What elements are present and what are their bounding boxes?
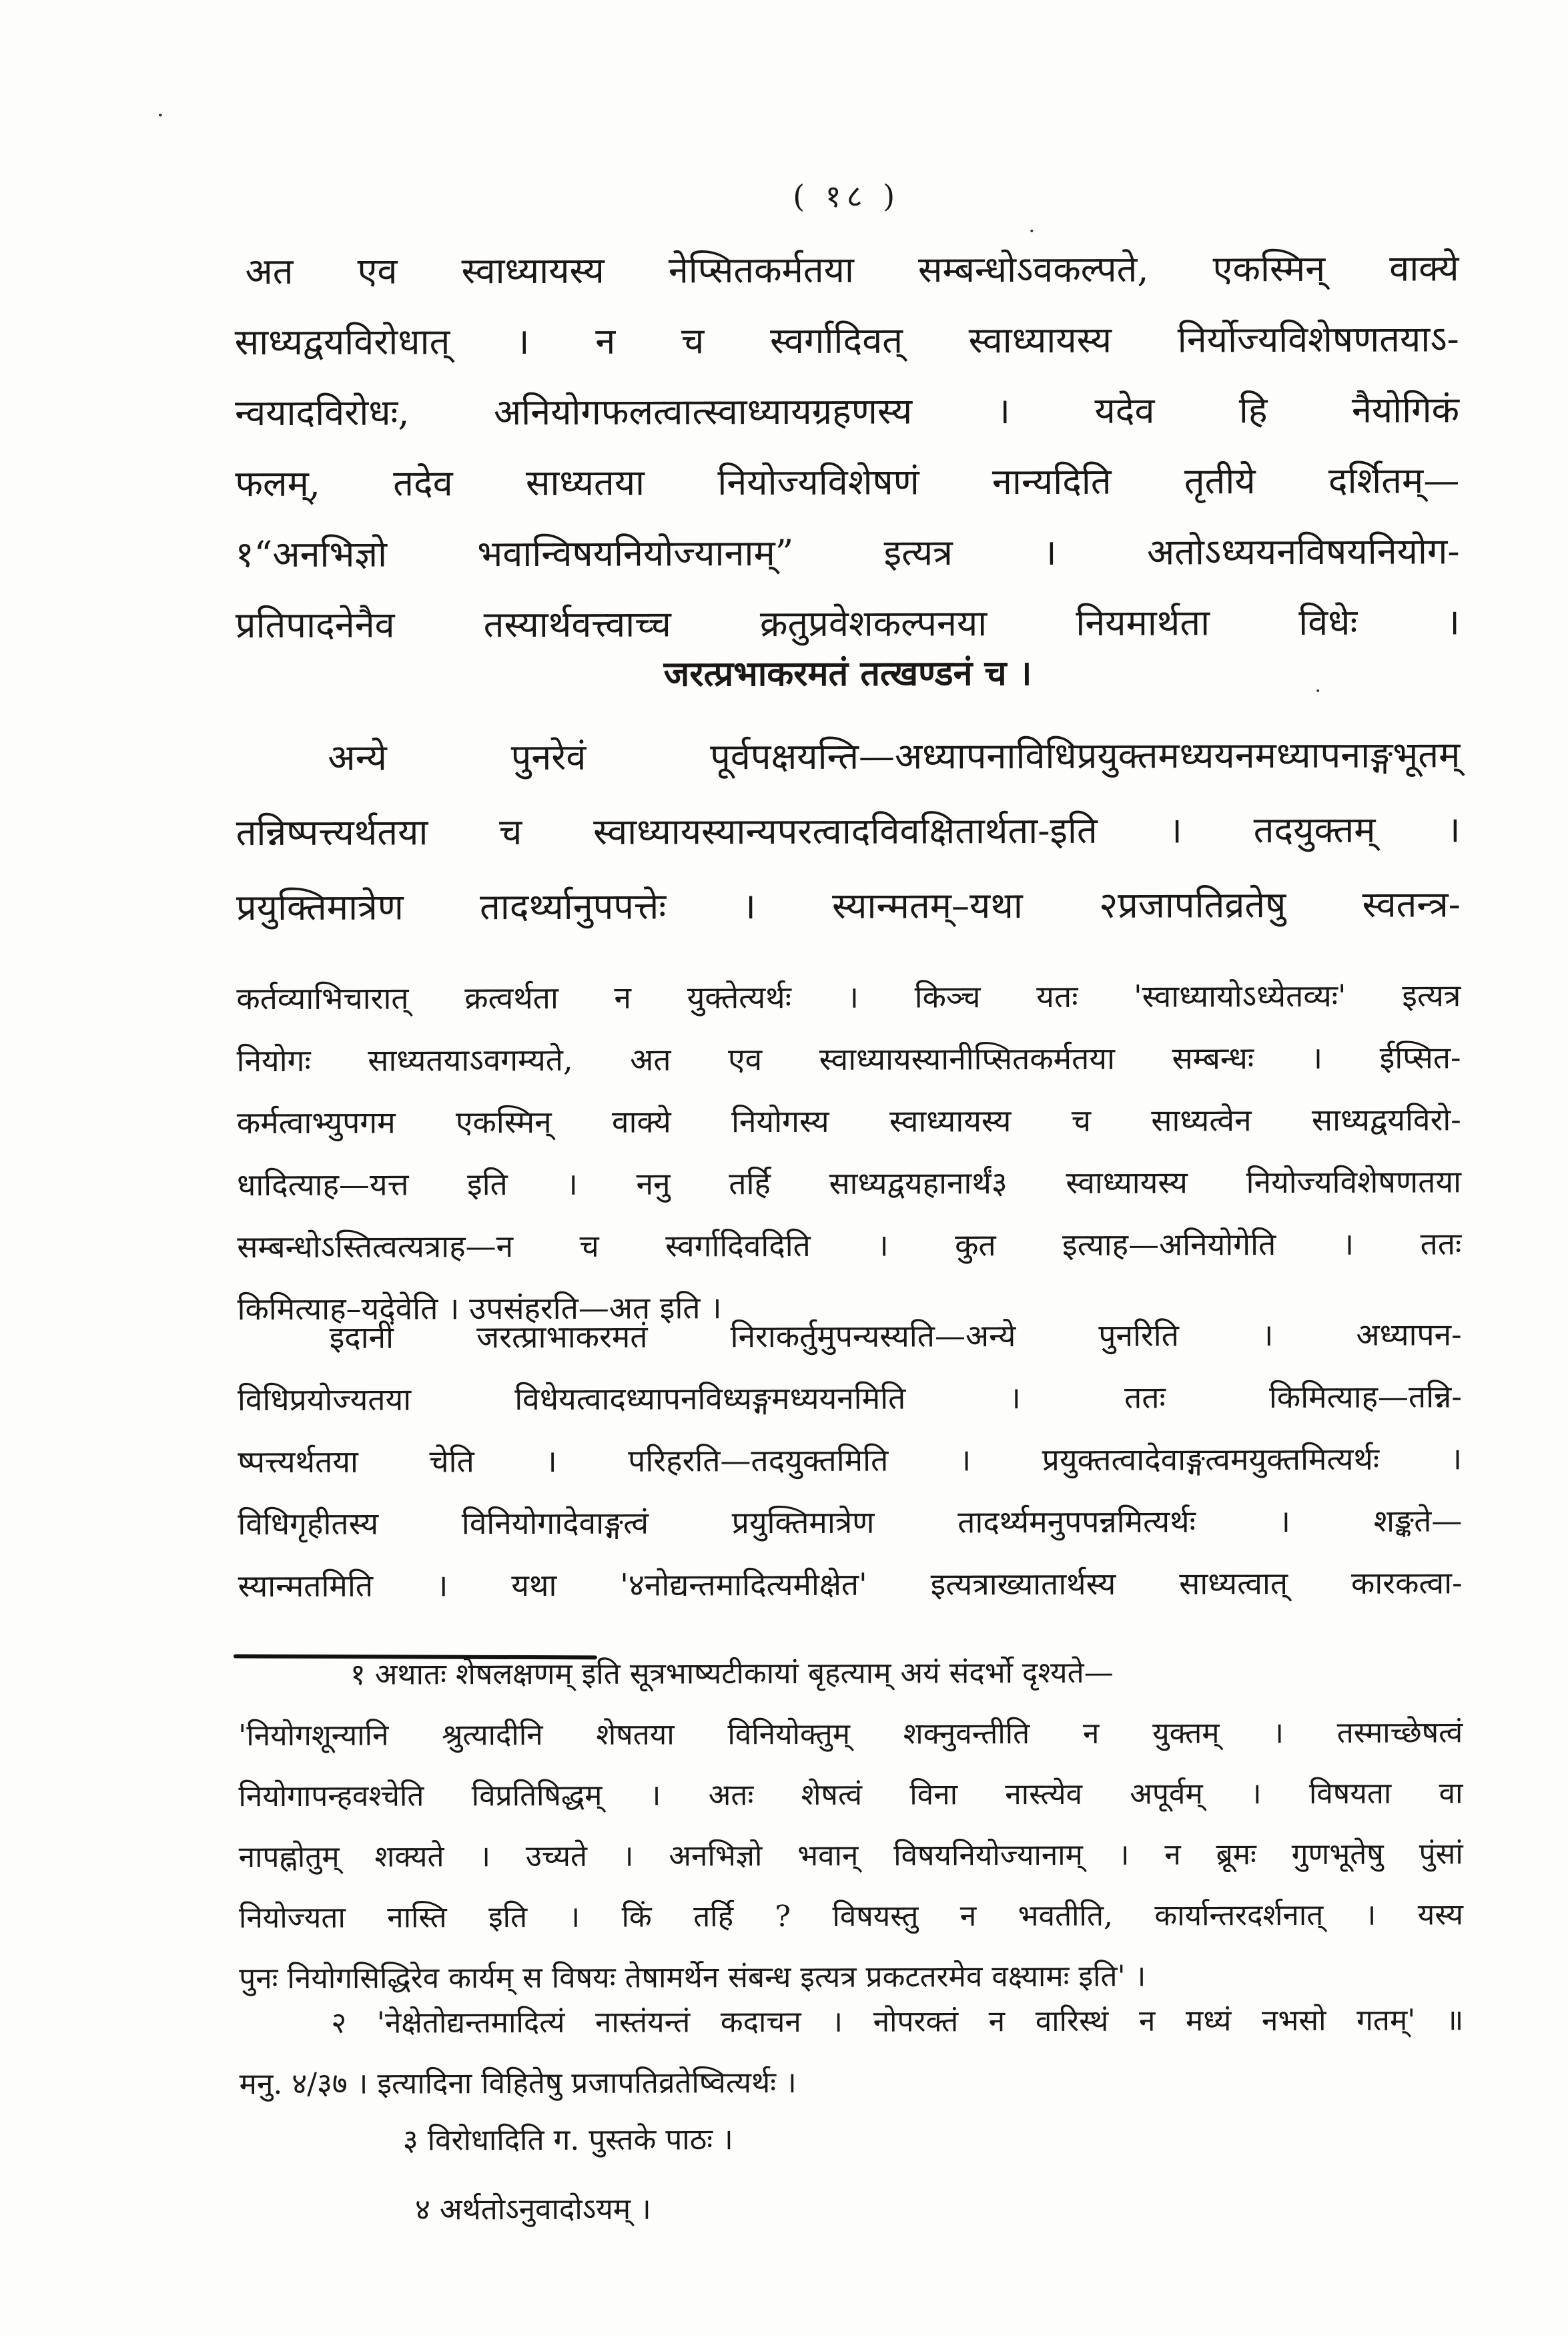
scan-speck	[1030, 230, 1033, 232]
text-line: नापह्नोतुम् शक्यते । उच्यते । अनभिज्ञो भवान् विषयनियोज्यानाम् । न ब्रूमः गुणभूतेषु पुंसां	[238, 1837, 1463, 1875]
footnote-1	[238, 1641, 1463, 2009]
text-line: प्रयुक्तिमात्रेण तादर्थ्यानुपपत्तेः । स्यान्मतम्–यथा २प्रजापतिव्रतेषु स्वतन्त्र-	[236, 883, 1461, 929]
section-heading: जरत्प्रभाकरमतं तत्खण्डनं च ।	[663, 653, 1032, 695]
text-line: 'नियोगशून्यानि श्रुत्यादीनि शेषतया विनियोक्तुम् शक्नुवन्तीति न युक्तम् । तस्माच्छेषत्वं	[238, 1715, 1463, 1753]
text-line: न्वयादविरोधः, अनियोगफलत्वात्स्वाध्यायग्रहणस्य । यदेव हि नैयोगिकं	[234, 388, 1460, 434]
text-line: २ 'नेक्षेतोद्यन्तमादित्यं नास्तंयन्तं कदाचन । नोपरक्तं न वारिस्थं न मध्यं नभसो गतम्' ॥	[331, 2003, 1464, 2040]
text-line: १ अथातः शेषलक्षणम् इति सूत्रभाष्यटीकायां बृहत्याम् अयं संदर्भो दृश्यते—	[350, 1655, 1114, 1692]
text-line: साध्यद्वयविरोधात् । न च स्वर्गादिवत् स्वाध्यायस्य निर्योज्यविशेषणतयाऽ-	[234, 318, 1459, 364]
commentary-block-1	[236, 964, 1461, 1340]
text-line: सम्बन्धोऽस्तित्वत्यत्राह—न च स्वर्गादिवदिति । कुत इत्याह—अनियोगेति । ततः	[237, 1225, 1462, 1265]
text-line: अन्ये पुनरेवं पूर्वपक्षयन्ति—अध्यापनाविधिप्रयुक्तमध्ययनमध्यापनाङ्गभूतम्	[328, 734, 1461, 779]
text-line: कर्मत्वाभ्युपगम एकस्मिन् वाक्ये नियोगस्य स्वाध्यायस्य च साध्यत्वेन साध्यद्वयविरो-	[236, 1101, 1461, 1141]
text-line: धादित्याह—यत्त इति । ननु तर्हि साध्यद्वयहानार्थं३ स्वाध्यायस्य नियोज्यविशेषणतया	[236, 1163, 1462, 1203]
text-line: अत एव स्वाध्यायस्य नेप्सितकर्मतया सम्बन्धोऽवकल्पते, एकस्मिन् वाक्ये	[245, 247, 1459, 293]
commentary-block-2	[238, 1303, 1463, 1617]
text-line: कर्तव्याभिचारात् क्रत्वर्थता न युक्तेत्यर्थः । किञ्च यतः 'स्वाध्यायोऽध्येतव्यः' इत्यत्र	[236, 977, 1461, 1017]
scan-speck	[1316, 689, 1319, 692]
footnote-4: ४ अर्थतोऽनुवादोऽयम् ।	[415, 2192, 651, 2227]
text-line: किमित्याह–यदेवेति । उपसंहरति—अत इति ।	[237, 1289, 722, 1328]
paragraph-main-1	[234, 233, 1460, 661]
text-line: नियोगापन्हवश्चेति विप्रतिषिद्धम् । अतः शेषत्वं विना नास्त्येव अपूर्वम् । विषयता वा	[238, 1776, 1463, 1814]
text-line: इदानीं जरत्प्राभाकरमतं निराकर्तुमुपन्यस्यति—अन्ये पुनरिति । अध्यापन-	[329, 1316, 1462, 1356]
text-line: स्यान्मतमिति । यथा '४नोद्यन्तमादित्यमीक्षेत' इत्यत्राख्यातार्थस्य साध्यत्वात् कारकत्वा-	[238, 1564, 1463, 1604]
text-line: नियोज्यता नास्ति इति । किं तर्हि ? विषयस्तु न भवतीति, कार्यान्तरदर्शनात् । यस्य	[238, 1897, 1463, 1936]
text-line: प्रतिपादनेनैव तस्यार्थवत्त्वाच्च क्रतुप्रवेशकल्पनया नियमार्थता विधेः ।	[235, 601, 1460, 647]
text-line: फलम्, तदेव साध्यतया नियोज्यविशेषणं नान्यदिति तृतीये दर्शितम्—	[235, 459, 1460, 505]
text-line: ष्पत्त्यर्थतया चेति । परिहरति—तदयुक्तमिति । प्रयुक्तत्वादेवाङ्गत्वमयुक्तमित्यर्थः ।	[238, 1440, 1463, 1480]
text-line: नियोगः साध्यतयाऽवगम्यते, अत एव स्वाध्यायस्यानीप्सितकर्मतया सम्बन्धः । ईप्सित-	[236, 1039, 1461, 1079]
text-line: विधिप्रयोज्यतया विधेयत्वादध्यापनविध्यङ्गमध्ययनमिति । ततः किमित्याह—तन्नि-	[237, 1378, 1462, 1418]
scan-speck	[159, 113, 162, 116]
text-line: विधिगृहीतस्य विनियोगादेवाङ्गत्वं प्रयुक्तिमात्रेण तादर्थ्यमनुपपन्नमित्यर्थः । शङ्कते—	[238, 1502, 1463, 1542]
footnote-3: ३ विरोधादिति ग. पुस्तके पाठः ।	[402, 2122, 733, 2158]
paragraph-main-2	[236, 717, 1461, 945]
page-number: ( १८ )	[793, 178, 901, 214]
text-line: मनु. ४/३७ । इत्यादिना विहितेषु प्रजापतिव्रतेष्वित्यर्थः ।	[239, 2065, 797, 2102]
footnote-2	[239, 1990, 1463, 2114]
text-line: १“अनभिज्ञो भवान्विषयनियोज्यानाम्” इत्यत्र । अतोऽध्ययनविषयनियोग-	[235, 530, 1460, 576]
text-line: तन्निष्पत्त्यर्थतया च स्वाध्यायस्यान्यपरत्वादविवक्षितार्थता-इति । तदयुक्तम् ।	[236, 808, 1461, 854]
text-line: पुनः नियोगसिद्धिरेव कार्यम् स विषयः तेषामर्थेन संबन्ध इत्यत्र प्रकटतरमेव वक्ष्यामः इति' ।	[239, 1959, 1146, 1996]
